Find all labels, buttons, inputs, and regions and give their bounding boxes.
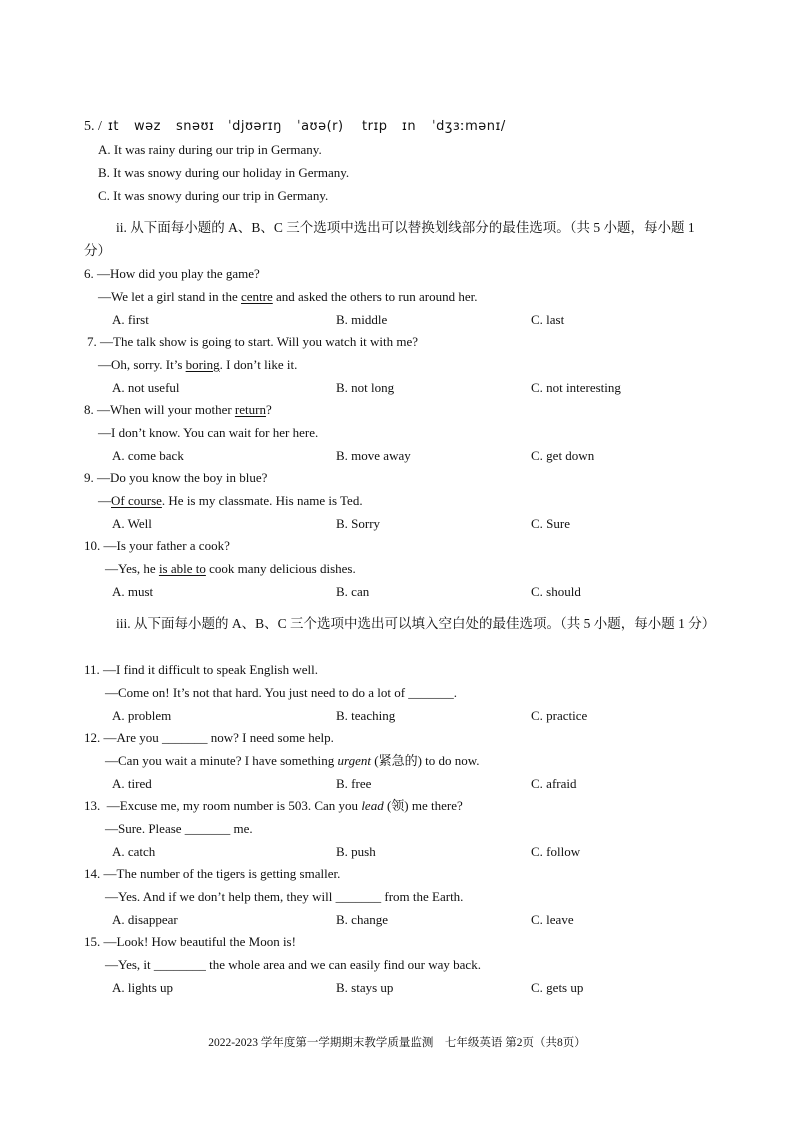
q15-line1 xyxy=(84,933,296,951)
q7-line1 xyxy=(87,333,418,351)
q10-option-a: A. must xyxy=(112,584,154,599)
q11-number: 11. xyxy=(84,662,100,677)
q11-line2: —Come on! It’s not that hard. You just need to do a lot of _______. xyxy=(105,685,458,700)
q14-option-b: B. change xyxy=(336,912,388,927)
q5-phonetic-word: snəʊɪ xyxy=(176,119,215,134)
q5-phonetic-word: ˈaʊə(r) xyxy=(297,119,344,134)
q14-option-c: C. leave xyxy=(531,912,574,927)
q10-option-c: C. should xyxy=(531,584,581,599)
q7-answer-text: —Oh, sorry. It’s xyxy=(98,357,186,372)
q7-option-a: A. not useful xyxy=(112,380,180,395)
q13-option-a: A. catch xyxy=(112,844,156,859)
q9-answer-text: . He is my classmate. His name is Ted. xyxy=(161,493,363,508)
section-iii-instruction xyxy=(84,612,716,635)
q13-option-c: C. follow xyxy=(531,844,581,859)
q10-answer-text: —Yes, he xyxy=(105,561,159,576)
q5-phonetic-line xyxy=(84,118,506,136)
q5-phonetic-word: wəz xyxy=(134,119,161,134)
q7-question: —The talk show is going to start. Will you watch it with me? xyxy=(100,334,419,349)
q12-option-b: B. free xyxy=(336,776,372,791)
q8-line1 xyxy=(84,401,272,419)
q7-line2 xyxy=(98,356,297,374)
q13-number: 13. xyxy=(84,798,101,813)
q10-line1 xyxy=(84,537,230,555)
q9-option-a: A. Well xyxy=(112,516,152,531)
q5-phonetic-word: trɪp xyxy=(362,119,388,134)
q15-option-a: A. lights up xyxy=(112,980,174,995)
q9-underlined-word: Of course xyxy=(111,493,162,508)
q5-option-b: B. It was snowy during our holiday in Germany. xyxy=(98,165,350,180)
q12-question: —Are you _______ now? I need some help. xyxy=(103,730,334,745)
q12-number: 12. xyxy=(84,730,101,745)
q9-answer-text: — xyxy=(98,493,111,508)
q6-option-c: C. last xyxy=(531,312,565,327)
q12-answer-text: —Can you wait a minute? I have something xyxy=(105,753,338,768)
q11-option-c: C. practice xyxy=(531,708,588,723)
q9-line1 xyxy=(84,469,267,487)
q8-question: —When will your mother xyxy=(97,402,235,417)
q9-question: —Do you know the boy in blue? xyxy=(97,470,268,485)
q8-number: 8. xyxy=(84,402,94,417)
q8-line2: —I don’t know. You can wait for her here. xyxy=(98,425,319,440)
q5-phonetic-word: ˈdjʊərɪŋ xyxy=(228,119,282,134)
q12-line2 xyxy=(105,752,480,770)
q14-question: —The number of the tigers is getting smaller. xyxy=(103,866,341,881)
q13-question: —Excuse me, my room number is 503. Can you xyxy=(106,798,362,813)
q10-question: —Is your father a cook? xyxy=(103,538,230,553)
q8-option-c: C. get down xyxy=(531,448,595,463)
q8-question: ? xyxy=(265,402,272,417)
q7-number: 7. xyxy=(87,334,97,349)
q10-option-b: B. can xyxy=(336,584,370,599)
q9-option-b: B. Sorry xyxy=(336,516,381,531)
q12-italic-word: urgent xyxy=(337,753,371,768)
q7-option-c: C. not interesting xyxy=(531,380,621,395)
q9-option-c: C. Sure xyxy=(531,516,570,531)
q14-number: 14. xyxy=(84,866,101,881)
q10-answer-text: cook many delicious dishes. xyxy=(205,561,356,576)
q15-number: 15. xyxy=(84,934,101,949)
q13-line1 xyxy=(84,797,463,815)
q11-option-b: B. teaching xyxy=(336,708,396,723)
q6-option-b: B. middle xyxy=(336,312,388,327)
q5-option-a: A. It was rainy during our trip in Germany. xyxy=(98,142,322,157)
section-ii-text: ii. 从下面每小题的 A、B、C 三个选项中选出可以替换划线部分的最佳选项。（共 5 小题，每小题 1 分） xyxy=(84,220,695,258)
section-ii-instruction xyxy=(84,216,716,262)
q10-number: 10. xyxy=(84,538,101,553)
q6-underlined-word: centre xyxy=(241,289,273,304)
q6-line1 xyxy=(84,265,260,283)
q12-answer-text: (紧急的) to do now. xyxy=(370,753,480,768)
q13-question: (领) me there? xyxy=(383,798,463,813)
q14-option-a: A. disappear xyxy=(112,912,178,927)
q14-line1 xyxy=(84,865,340,883)
q6-option-a: A. first xyxy=(112,312,149,327)
q6-number: 6. xyxy=(84,266,94,281)
q5-phonetic-word: ɪn xyxy=(402,119,417,134)
q14-line2: —Yes. And if we don’t help them, they will _______ from the Earth. xyxy=(105,889,464,904)
q13-option-b: B. push xyxy=(336,844,376,859)
q15-option-c: C. gets up xyxy=(531,980,584,995)
q10-underlined-word: is able to xyxy=(158,561,206,576)
q5-phonetic-word: ɪt xyxy=(108,119,119,134)
q7-answer-text: . I don’t like it. xyxy=(219,357,298,372)
q13-line2: —Sure. Please _______ me. xyxy=(105,821,253,836)
q10-line2 xyxy=(105,560,356,578)
q8-underlined-word: return xyxy=(234,402,266,417)
q11-option-a: A. problem xyxy=(112,708,172,723)
q7-underlined-word: boring xyxy=(185,357,220,372)
q11-line1 xyxy=(84,661,318,679)
q6-question: —How did you play the game? xyxy=(97,266,260,281)
q6-answer-text: and asked the others to run around her. xyxy=(272,289,478,304)
q12-option-c: C. afraid xyxy=(531,776,577,791)
q15-option-b: B. stays up xyxy=(336,980,394,995)
q8-option-a: A. come back xyxy=(112,448,184,463)
q12-option-a: A. tired xyxy=(112,776,152,791)
section-iii-text: iii. 从下面每小题的 A、B、C 三个选项中选出可以填入空白处的最佳选项。（共 5 小题，每小题 1 分） xyxy=(116,616,716,631)
q9-number: 9. xyxy=(84,470,94,485)
q12-line1 xyxy=(84,729,334,747)
q5-number: 5. / xyxy=(84,119,102,134)
q7-option-b: B. not long xyxy=(336,380,395,395)
q6-line2 xyxy=(98,288,477,306)
q5-option-c: C. It was snowy during our trip in Germany. xyxy=(98,188,329,203)
q15-question: —Look! How beautiful the Moon is! xyxy=(103,934,296,949)
q11-question: —I find it difficult to speak English well. xyxy=(103,662,318,677)
q9-line2 xyxy=(98,492,363,510)
q6-answer-text: —We let a girl stand in the xyxy=(98,289,241,304)
q5-phonetic-word: ˈdʒɜːmənɪ/ xyxy=(432,119,506,134)
q13-italic-word: lead xyxy=(361,798,384,813)
q15-line2: —Yes, it ________ the whole area and we can easily find our way back. xyxy=(105,957,481,972)
q8-option-b: B. move away xyxy=(336,448,411,463)
page-footer: 2022-2023 学年度第一学期期末教学质量监测 七年级英语 第2页（共8页） xyxy=(208,1037,586,1049)
